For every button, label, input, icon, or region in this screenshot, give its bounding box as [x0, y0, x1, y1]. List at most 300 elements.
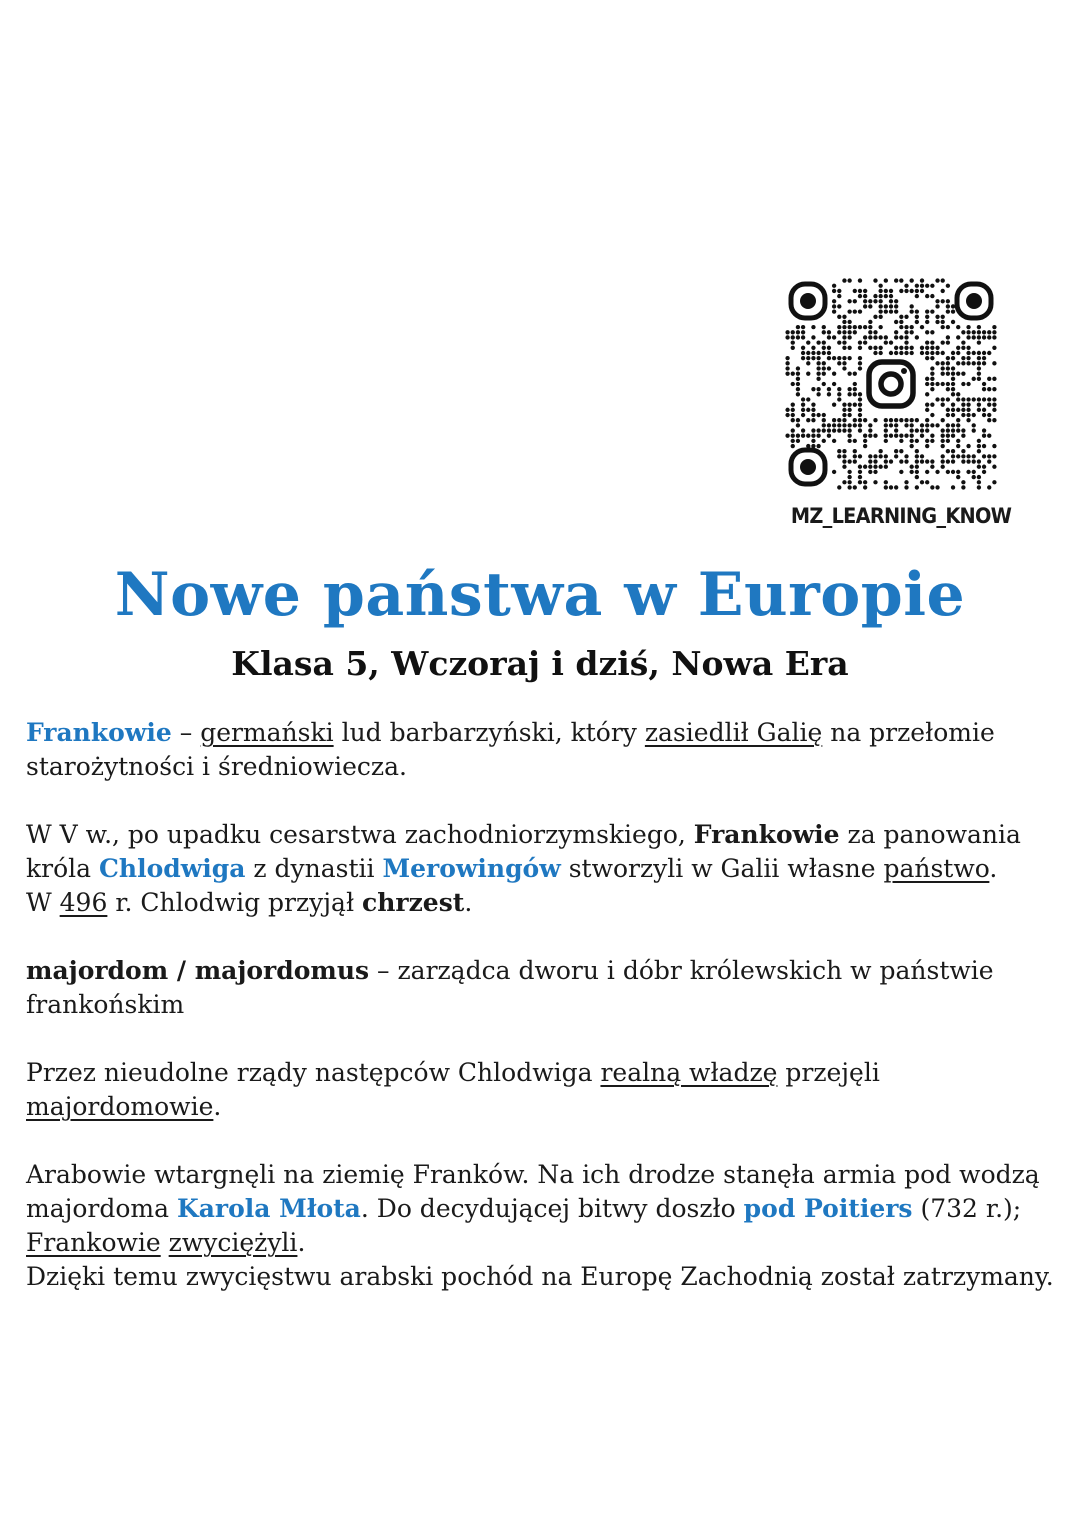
- qr-module: [832, 335, 836, 339]
- qr-module: [811, 418, 815, 422]
- qr-module: [904, 423, 908, 427]
- qr-module: [894, 346, 898, 350]
- qr-module: [920, 278, 924, 282]
- qr-module: [785, 413, 789, 417]
- qr-module: [899, 351, 903, 355]
- qr-module: [822, 366, 826, 370]
- qr-module: [878, 289, 882, 293]
- qr-module: [847, 335, 851, 339]
- text: .: [297, 1228, 306, 1257]
- qr-module: [941, 325, 945, 329]
- qr-module: [920, 346, 924, 350]
- qr-module: [806, 434, 810, 438]
- qr-module: [878, 449, 882, 453]
- qr-module: [785, 335, 789, 339]
- qr-module: [941, 340, 945, 344]
- qr-module: [935, 299, 939, 303]
- qr-module: [837, 289, 841, 293]
- qr-module: [868, 346, 872, 350]
- qr-module: [966, 470, 970, 474]
- qr-module: [956, 408, 960, 412]
- qr-module: [982, 351, 986, 355]
- qr-module: [796, 325, 800, 329]
- qr-module: [863, 340, 867, 344]
- qr-module: [832, 382, 836, 386]
- qr-module: [972, 361, 976, 365]
- qr-module: [868, 470, 872, 474]
- qr-module: [858, 454, 862, 458]
- qr-module: [796, 418, 800, 422]
- term-majordom: majordom / majordomus: [26, 956, 370, 985]
- qr-module: [894, 330, 898, 334]
- qr-module: [904, 480, 908, 484]
- qr-module: [966, 325, 970, 329]
- qr-module: [853, 299, 857, 303]
- qr-module: [884, 289, 888, 293]
- qr-module: [853, 392, 857, 396]
- qr-module: [941, 397, 945, 401]
- qr-module: [930, 413, 934, 417]
- qr-module: [904, 418, 908, 422]
- qr-module: [837, 325, 841, 329]
- qr-module: [806, 397, 810, 401]
- qr-module: [889, 309, 893, 313]
- qr-module: [832, 304, 836, 308]
- qr-module: [930, 330, 934, 334]
- qr-module: [946, 459, 950, 463]
- qr-module: [920, 423, 924, 427]
- qr-module: [925, 320, 929, 324]
- qr-module: [847, 346, 851, 350]
- qr-module: [941, 444, 945, 448]
- qr-module: [925, 444, 929, 448]
- qr-module: [925, 346, 929, 350]
- qr-module: [946, 299, 950, 303]
- qr-module: [925, 382, 929, 386]
- qr-module: [910, 439, 914, 443]
- qr-module: [822, 423, 826, 427]
- qr-module: [904, 330, 908, 334]
- qr-module: [966, 403, 970, 407]
- qr-module: [842, 418, 846, 422]
- qr-module: [811, 346, 815, 350]
- qr-module: [842, 459, 846, 463]
- qr-module: [858, 480, 862, 484]
- paragraph-poitiers: [26, 1158, 1066, 1260]
- text: Arabowie wtargnęli na ziemię Franków. Na ich drodze stanęła armia pod wodzą majordoma: [26, 1160, 1040, 1223]
- qr-module: [832, 403, 836, 407]
- qr-module: [904, 325, 908, 329]
- qr-module: [915, 485, 919, 489]
- qr-module: [951, 320, 955, 324]
- qr-module: [847, 485, 851, 489]
- qr-module: [982, 408, 986, 412]
- qr-module: [946, 423, 950, 427]
- qr-module: [858, 408, 862, 412]
- highlight-merowingow: Merowingów: [382, 854, 561, 883]
- qr-module: [884, 294, 888, 298]
- qr-module: [966, 346, 970, 350]
- qr-module: [894, 434, 898, 438]
- qr-module: [832, 423, 836, 427]
- qr-module: [785, 408, 789, 412]
- qr-module: [884, 304, 888, 308]
- qr-module: [992, 418, 996, 422]
- qr-module: [863, 465, 867, 469]
- text: stworzyli w Galii własne: [560, 854, 884, 883]
- qr-module: [956, 397, 960, 401]
- qr-module: [822, 346, 826, 350]
- qr-module: [961, 449, 965, 453]
- qr-module: [791, 434, 795, 438]
- paragraph-baptism: [26, 886, 1066, 920]
- qr-module: [842, 454, 846, 458]
- qr-module: [894, 304, 898, 308]
- qr-module: [966, 330, 970, 334]
- qr-module: [987, 485, 991, 489]
- qr-module: [806, 361, 810, 365]
- qr-module: [832, 428, 836, 432]
- qr-module: [941, 382, 945, 386]
- qr-module: [956, 470, 960, 474]
- qr-module: [977, 351, 981, 355]
- qr-module: [791, 330, 795, 334]
- qr-module: [878, 335, 882, 339]
- qr-module: [889, 423, 893, 427]
- qr-module: [842, 320, 846, 324]
- qr-module: [925, 392, 929, 396]
- qr-module: [935, 320, 939, 324]
- qr-module: [946, 340, 950, 344]
- qr-module: [873, 315, 877, 319]
- highlight-chlodwiga: Chlodwiga: [99, 854, 246, 883]
- qr-module: [972, 423, 976, 427]
- qr-module: [791, 428, 795, 432]
- qr-module: [827, 346, 831, 350]
- qr-module: [842, 413, 846, 417]
- qr-module: [904, 315, 908, 319]
- qr-module: [941, 320, 945, 324]
- qr-module: [827, 335, 831, 339]
- qr-module: [977, 408, 981, 412]
- qr-module: [920, 289, 924, 293]
- qr-module: [966, 418, 970, 422]
- qr-module: [935, 397, 939, 401]
- qr-module: [972, 351, 976, 355]
- qr-module: [992, 465, 996, 469]
- qr-module: [925, 403, 929, 407]
- qr-module: [956, 444, 960, 448]
- qr-module: [982, 413, 986, 417]
- qr-module: [961, 480, 965, 484]
- qr-module: [904, 485, 908, 489]
- qr-module: [847, 371, 851, 375]
- qr-module: [920, 454, 924, 458]
- qr-code-block[interactable]: [782, 278, 1012, 528]
- qr-module: [847, 320, 851, 324]
- qr-module: [837, 294, 841, 298]
- qr-module: [904, 284, 908, 288]
- qr-module: [915, 294, 919, 298]
- qr-module: [910, 309, 914, 313]
- qr-module: [837, 423, 841, 427]
- qr-module: [956, 392, 960, 396]
- qr-module: [873, 470, 877, 474]
- qr-module: [868, 454, 872, 458]
- qr-module: [977, 371, 981, 375]
- qr-module: [816, 377, 820, 381]
- qr-module: [822, 340, 826, 344]
- qr-module: [982, 454, 986, 458]
- qr-module: [894, 428, 898, 432]
- qr-module: [816, 428, 820, 432]
- qr-module: [941, 439, 945, 443]
- qr-module: [951, 449, 955, 453]
- qr-module: [935, 470, 939, 474]
- qr-module: [946, 470, 950, 474]
- qr-module: [972, 475, 976, 479]
- qr-module: [930, 382, 934, 386]
- qr-module: [899, 449, 903, 453]
- qr-module: [935, 361, 939, 365]
- qr-module: [847, 459, 851, 463]
- qr-module: [951, 351, 955, 355]
- qr-module: [941, 371, 945, 375]
- qr-module: [791, 371, 795, 375]
- qr-module: [873, 434, 877, 438]
- qr-module: [915, 449, 919, 453]
- notes-content: [26, 716, 1066, 1294]
- qr-module: [920, 434, 924, 438]
- qr-module: [915, 475, 919, 479]
- qr-module: [811, 439, 815, 443]
- qr-module: [925, 294, 929, 298]
- instagram-handle: MZ_LEARNING_KNOW: [790, 504, 1012, 528]
- qr-module: [946, 309, 950, 313]
- text: za panowania króla: [26, 820, 1021, 883]
- qr-module: [791, 346, 795, 350]
- paragraph-conclusion: [26, 1260, 1066, 1294]
- qr-module: [868, 459, 872, 463]
- qr-module: [868, 428, 872, 432]
- qr-module: [935, 485, 939, 489]
- qr-module: [811, 335, 815, 339]
- qr-module: [966, 408, 970, 412]
- qr-module: [982, 361, 986, 365]
- qr-module: [925, 408, 929, 412]
- qr-module: [878, 465, 882, 469]
- qr-module: [853, 309, 857, 313]
- qr-module: [827, 330, 831, 334]
- highlight-poitiers: pod Poitiers: [743, 1194, 913, 1223]
- qr-module: [961, 356, 965, 360]
- qr-module: [982, 444, 986, 448]
- qr-module: [951, 423, 955, 427]
- qr-module: [811, 387, 815, 391]
- qr-module: [992, 387, 996, 391]
- qr-module: [842, 325, 846, 329]
- qr-module: [878, 299, 882, 303]
- qr-code[interactable]: [785, 278, 997, 490]
- qr-module: [822, 418, 826, 422]
- qr-module: [894, 278, 898, 282]
- qr-module: [801, 413, 805, 417]
- qr-module: [878, 351, 882, 355]
- qr-module: [878, 454, 882, 458]
- qr-module: [847, 403, 851, 407]
- qr-module: [847, 475, 851, 479]
- qr-module: [987, 403, 991, 407]
- qr-module: [899, 459, 903, 463]
- qr-module: [910, 330, 914, 334]
- qr-module: [884, 340, 888, 344]
- qr-module: [966, 382, 970, 386]
- qr-module: [832, 299, 836, 303]
- qr-module: [863, 294, 867, 298]
- qr-module: [863, 480, 867, 484]
- qr-module: [935, 346, 939, 350]
- qr-module: [863, 335, 867, 339]
- qr-module: [801, 346, 805, 350]
- qr-module: [977, 335, 981, 339]
- paragraph-frankowie: [26, 716, 1066, 784]
- qr-module: [904, 335, 908, 339]
- qr-module: [915, 439, 919, 443]
- qr-module: [972, 470, 976, 474]
- qr-module: [842, 330, 846, 334]
- qr-module: [832, 284, 836, 288]
- qr-module: [801, 397, 805, 401]
- qr-module: [956, 475, 960, 479]
- qr-module: [816, 392, 820, 396]
- qr-module: [946, 434, 950, 438]
- qr-module: [878, 325, 882, 329]
- text: (732 r.);: [912, 1194, 1022, 1223]
- qr-module: [961, 408, 965, 412]
- underlined-text: germański: [200, 718, 334, 747]
- qr-module: [894, 454, 898, 458]
- qr-module: [951, 366, 955, 370]
- qr-module: [946, 408, 950, 412]
- qr-module: [982, 330, 986, 334]
- qr-module: [796, 371, 800, 375]
- qr-module: [930, 284, 934, 288]
- qr-module: [961, 434, 965, 438]
- qr-module: [941, 278, 945, 282]
- qr-module: [941, 361, 945, 365]
- qr-module: [853, 454, 857, 458]
- qr-module: [941, 428, 945, 432]
- qr-module: [930, 459, 934, 463]
- qr-module: [930, 366, 934, 370]
- highlight-karola-mlota: Karola Młota: [176, 1194, 361, 1223]
- qr-module: [816, 361, 820, 365]
- qr-module: [972, 428, 976, 432]
- qr-module: [858, 294, 862, 298]
- qr-module: [832, 439, 836, 443]
- qr-module: [791, 408, 795, 412]
- qr-module: [816, 356, 820, 360]
- qr-module: [858, 470, 862, 474]
- qr-module: [863, 299, 867, 303]
- qr-module: [987, 459, 991, 463]
- qr-module: [853, 371, 857, 375]
- qr-module: [847, 387, 851, 391]
- qr-module: [925, 377, 929, 381]
- qr-module: [884, 439, 888, 443]
- bold-text: Frankowie: [693, 820, 840, 849]
- qr-module: [925, 418, 929, 422]
- instagram-icon: [865, 358, 917, 410]
- qr-module: [816, 366, 820, 370]
- qr-module: [930, 485, 934, 489]
- qr-module: [853, 325, 857, 329]
- qr-module: [842, 449, 846, 453]
- qr-module: [951, 382, 955, 386]
- qr-module: [858, 403, 862, 407]
- qr-module: [889, 340, 893, 344]
- qr-module: [858, 340, 862, 344]
- qr-module: [956, 325, 960, 329]
- qr-module: [899, 439, 903, 443]
- qr-module: [884, 459, 888, 463]
- qr-module: [925, 428, 929, 432]
- qr-module: [894, 309, 898, 313]
- qr-module: [966, 459, 970, 463]
- qr-module: [972, 335, 976, 339]
- qr-module: [961, 459, 965, 463]
- qr-module: [873, 278, 877, 282]
- qr-module: [941, 459, 945, 463]
- qr-module: [899, 315, 903, 319]
- qr-module: [889, 418, 893, 422]
- qr-module: [946, 325, 950, 329]
- qr-module: [801, 335, 805, 339]
- qr-module: [915, 335, 919, 339]
- paragraph-majordom: [26, 954, 1066, 1022]
- qr-module: [946, 356, 950, 360]
- qr-module: [899, 325, 903, 329]
- qr-module: [977, 325, 981, 329]
- text: .: [464, 888, 473, 917]
- qr-module: [837, 449, 841, 453]
- qr-module: [853, 485, 857, 489]
- qr-module: [899, 320, 903, 324]
- qr-module: [796, 423, 800, 427]
- qr-module: [785, 361, 789, 365]
- qr-module: [941, 289, 945, 293]
- qr-module: [858, 356, 862, 360]
- underlined-text: majordomowie: [26, 1092, 214, 1121]
- qr-module: [847, 480, 851, 484]
- qr-module: [785, 356, 789, 360]
- qr-module: [811, 428, 815, 432]
- qr-module: [910, 346, 914, 350]
- underlined-text: zasiedlił Galię: [644, 718, 823, 747]
- qr-module: [946, 413, 950, 417]
- qr-module: [884, 423, 888, 427]
- qr-module: [858, 392, 862, 396]
- qr-module: [785, 434, 789, 438]
- qr-module: [925, 351, 929, 355]
- qr-module: [961, 403, 965, 407]
- qr-module: [951, 470, 955, 474]
- qr-module: [910, 423, 914, 427]
- qr-module: [925, 315, 929, 319]
- qr-module: [972, 454, 976, 458]
- qr-module: [915, 418, 919, 422]
- qr-module: [847, 434, 851, 438]
